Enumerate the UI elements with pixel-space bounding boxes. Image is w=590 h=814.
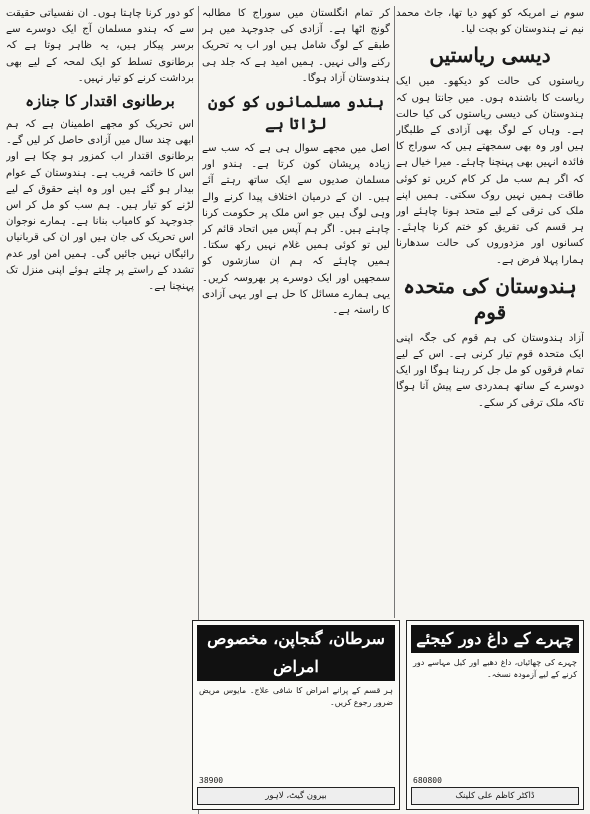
ad-title: چہرے کے داغ دور کیجئے bbox=[411, 625, 579, 653]
article-paragraph: کر تمام انگلستان میں سوراج کا مطالبہ گونج اٹھا ہے۔ آزادی کی جدوجہد میں ہر طبقے کے لوگ شامل ہیں اور اب یہ تحریک رکنے والی نہیں۔ ہمیں امید ہے کہ جلد ہی ہندوستان آزاد ہوگا۔ bbox=[202, 8, 390, 84]
ad-body: چہرے کی چھائیاں، داغ دھبے اور کیل مہاسے دور کرنے کے لیے آزمودہ نسخہ۔ bbox=[413, 658, 577, 679]
article-column-right bbox=[396, 6, 584, 618]
article-lead-text: سوم نے امریکہ کو کھو دیا تھا، جاٹ محمد نیم نے ہندوستان کو بچت لیا۔ bbox=[396, 8, 584, 36]
ad-title: سرطان، گنجاپن، مخصوص امراض bbox=[197, 625, 395, 681]
ad-phone: 680800 bbox=[413, 776, 442, 785]
article-paragraph: اصل میں مجھے سوال ہی ہے کہ سب سے زیادہ پریشان کون کرتا ہے۔ ہندو اور مسلمان صدیوں سے ایک ساتھ رہتے آئے ہیں۔ ان کے درمیان اختلاف پیدا کرنے والے وہی لوگ ہیں جو اس ملک پر حکومت کرنا چاہتے ہیں۔ اگر ہم آپس میں اتحاد قائم کر لیں تو کوئی ہمیں غلام نہیں رکھ سکتا۔ ہمیں چاہئے کہ ہم ان سازشوں کو سمجھیں اور ایک دوسرے پر بھروسہ کریں۔ یہی ہمارے مسائل کا حل ہے اور یہی آزادی کا راستہ ہے۔ bbox=[202, 143, 390, 317]
article-paragraph: آزاد ہندوستان کی ہم قوم کی جگہ اپنی ایک متحدہ قوم تیار کرنی ہے۔ اس کے لیے تمام فرقوں کو مل جل کر رہنا ہوگا اور ایک دوسرے کے ساتھ ہمدردی سے پیش آنا ہوگا تاکہ ملک ترقی کر سکے۔ bbox=[396, 332, 584, 409]
ad-strip bbox=[6, 620, 584, 810]
article-paragraph: اس تحریک کو مجھے اطمینان ہے کہ ہم ابھی چند سال میں آزادی حاصل کر لیں گے۔ برطانوی اقتدار اب کمزور ہو چکا ہے اور اس کا خاتمہ قریب ہے۔ ہندوستان کے عوام بیدار ہو گئے ہیں اور وہ اپنے حقوق کے لیے لڑنے کو تیار ہیں۔ ہم سب کو مل کر اس جدوجہد کو کامیاب بنانا ہے۔ ہمارے نوجوان اس تحریک کی جان ہیں اور ان کی قربانیاں رائیگاں نہیں جائیں گی۔ ہمیں امن اور عدم تشدد کے راستے پر چلتے ہوئے اپنی منزل تک پہنچنا ہے۔ bbox=[6, 119, 194, 293]
column-rule bbox=[394, 6, 395, 618]
ad-phone: 38900 bbox=[199, 776, 224, 785]
article-column-middle bbox=[202, 6, 390, 618]
section-heading-who-divides: ہندو مسلمانوں کو کون لڑاتا ہے bbox=[207, 92, 385, 134]
section-heading-princely-states: دیسی ریاستیں bbox=[429, 43, 551, 68]
advertisement-skin bbox=[406, 620, 584, 810]
advertisement-clinic bbox=[192, 620, 400, 810]
article-paragraph: کو دور کرنا چاہتا ہوں۔ ان نفسیاتی حقیقت سے کہ ہندو مسلمان آج ایک دوسرے سے برسر پیکار ہیں، یہ ظاہر ہوتا ہے کہ برطانوی تسلط کو ایک لمحہ کے لیے بھی برداشت کرنے کو تیار نہیں۔ bbox=[6, 8, 194, 84]
ad-footer: ڈاکٹر کاظم علی کلینک bbox=[411, 787, 579, 805]
article-paragraph: ریاستوں کی حالت کو دیکھو۔ میں ایک ریاست کا باشندہ ہوں۔ میں جانتا ہوں کہ ہندوستان کی دیسی ریاستوں کی کیا حالت ہے۔ وہاں کے لوگ بھی آزادی کے طلبگار ہیں اور وہ بھی سمجھتے ہیں کہ سوراج کا فائدہ انہیں بھی پہنچنا چاہئے۔ میرا خیال ہے کہ اگر ہم سب مل کر کام کریں تو کوئی طاقت ہمیں نہیں روک سکتی۔ ہمیں اپنے ملک کی ترقی کے لیے متحد ہونا چاہئے اور ہر قسم کی تفریق کو ختم کرنا چاہئے۔ کسانوں اور مزدوروں کی حالت سدھارنا ہمارا پہلا فرض ہے۔ bbox=[396, 76, 584, 266]
ad-body: ہر قسم کے پرانے امراض کا شافی علاج۔ مایوس مریض ضرور رجوع کریں۔ bbox=[199, 686, 393, 707]
section-heading-united-nation: ہندوستان کی متحدہ قوم bbox=[403, 273, 577, 324]
section-heading-british-rule: برطانوی اقتدار کا جنازہ bbox=[25, 92, 175, 111]
ad-footer: بیرون گیٹ، لاہور bbox=[197, 787, 395, 805]
